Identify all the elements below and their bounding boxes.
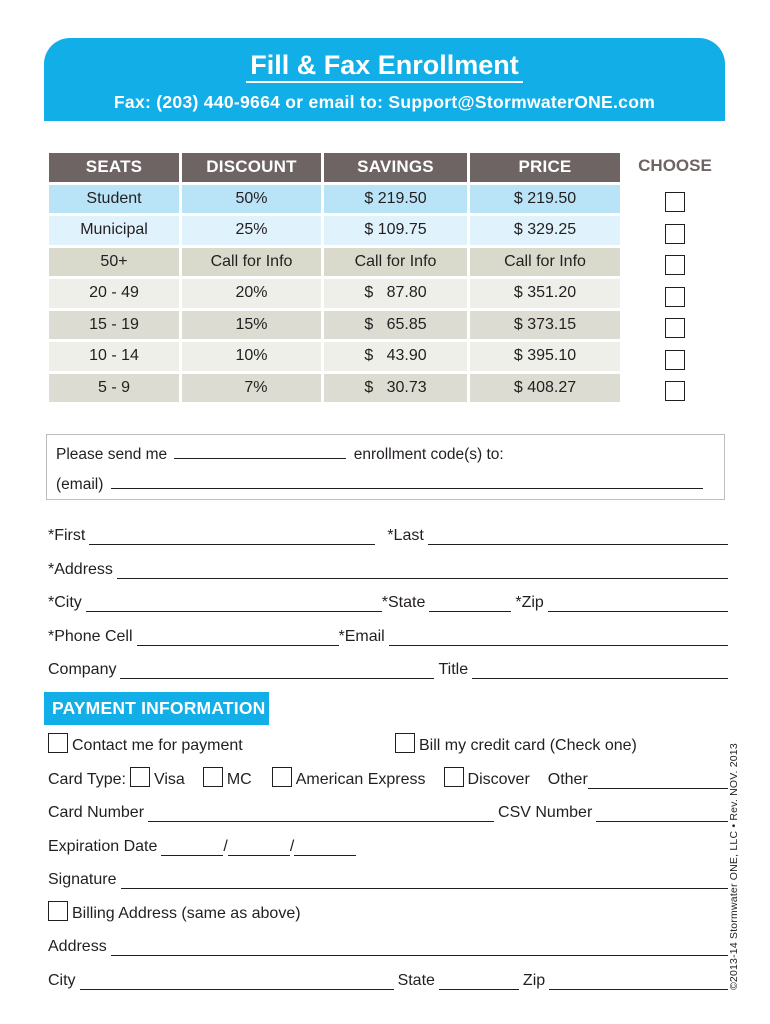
code-email-line (56, 470, 715, 500)
col-header-price: PRICE (470, 153, 620, 182)
billing-city-field[interactable] (80, 973, 394, 990)
amex-label: American Express (295, 771, 426, 788)
col-header-savings: SAVINGS (324, 153, 467, 182)
table-row (49, 216, 620, 245)
billing-zip-field[interactable] (549, 973, 728, 990)
choose-label: CHOOSE (638, 156, 712, 175)
choose-checkbox-50-plus[interactable] (665, 255, 685, 275)
email-field[interactable] (389, 629, 728, 646)
seats-cell: 15 - 19 (49, 311, 179, 340)
billing-city-line (48, 966, 728, 990)
code-email-field[interactable] (111, 473, 703, 489)
choose-checkbox-10-14[interactable] (665, 350, 685, 370)
bill-card-label: Bill my credit card (Check one) (419, 737, 637, 754)
price-cell: $ 219.50 (470, 185, 620, 214)
expiration-slash: / (289, 838, 295, 855)
amex-checkbox[interactable] (272, 767, 292, 787)
signature-line (48, 865, 728, 889)
email-label: *Email (338, 628, 385, 645)
first-name-field[interactable] (89, 528, 375, 545)
visa-checkbox[interactable] (130, 767, 150, 787)
state-label: *State (381, 594, 426, 611)
discover-checkbox[interactable] (444, 767, 464, 787)
billing-address-field[interactable] (111, 939, 728, 956)
other-label: Other (547, 771, 588, 788)
city-label: *City (48, 594, 82, 611)
seats-cell: 20 - 49 (49, 279, 179, 308)
discount-cell: 50% (182, 185, 321, 214)
choose-checkbox-5-9[interactable] (665, 381, 685, 401)
seats-cell: Municipal (49, 216, 179, 245)
savings-cell: $ 109.75 (324, 216, 467, 245)
choose-column (630, 152, 720, 180)
expiration-label: Expiration Date (48, 838, 158, 855)
form-title: Fill & Fax Enrollment (246, 50, 523, 83)
zip-label: *Zip (515, 594, 544, 611)
seats-cell: Student (49, 185, 179, 214)
choose-checkbox-20-49[interactable] (665, 287, 685, 307)
card-type-line (48, 765, 728, 789)
choose-checkbox-municipal[interactable] (665, 224, 685, 244)
expiration-day-field[interactable] (228, 839, 290, 856)
expiration-month-field[interactable] (161, 839, 223, 856)
billing-same-checkbox[interactable] (48, 901, 68, 921)
contact-me-label: Contact me for payment (72, 737, 243, 754)
code-quantity-field[interactable] (174, 443, 346, 459)
pricing-table (46, 150, 623, 405)
code-email-label: (email) (56, 476, 104, 493)
price-cell: $ 395.10 (470, 342, 620, 371)
col-header-seats: SEATS (49, 153, 179, 182)
expiration-slash: / (223, 838, 228, 855)
last-name-label: *Last (387, 527, 424, 544)
col-header-discount: DISCOUNT (182, 153, 321, 182)
discount-cell: 15% (182, 311, 321, 340)
code-quantity-suffix: enrollment code(s) to: (353, 446, 504, 463)
signature-field[interactable] (121, 872, 729, 889)
card-number-line (48, 798, 728, 822)
price-cell: Call for Info (470, 248, 620, 277)
mc-checkbox[interactable] (203, 767, 223, 787)
name-line (48, 521, 728, 545)
card-number-label: Card Number (48, 804, 145, 821)
billing-city-label: City (48, 972, 76, 989)
csv-number-label: CSV Number (498, 804, 593, 821)
discount-cell: 7% (182, 374, 321, 403)
code-quantity-line (56, 440, 715, 470)
code-quantity-label: Please send me (56, 446, 168, 463)
expiration-year-field[interactable] (294, 839, 356, 856)
discount-cell: 10% (182, 342, 321, 371)
table-row (49, 185, 620, 214)
address-label: *Address (48, 561, 113, 578)
last-name-field[interactable] (428, 528, 728, 545)
table-row (49, 311, 620, 340)
csv-number-field[interactable] (596, 805, 728, 822)
company-label: Company (48, 661, 117, 678)
price-cell: $ 351.20 (470, 279, 620, 308)
table-row (49, 374, 620, 403)
company-title-line (48, 655, 728, 679)
seats-cell: 10 - 14 (49, 342, 179, 371)
discover-label: Discover (467, 771, 530, 788)
other-card-field[interactable] (588, 772, 728, 789)
savings-cell: $ 43.90 (324, 342, 467, 371)
code-request-box (46, 434, 725, 500)
savings-cell: $ 30.73 (324, 374, 467, 403)
signature-label: Signature (48, 871, 117, 888)
card-type-label: Card Type: (48, 771, 126, 788)
form-header (44, 38, 725, 121)
price-cell: $ 373.15 (470, 311, 620, 340)
company-field[interactable] (120, 662, 434, 679)
savings-cell: $ 65.85 (324, 311, 467, 340)
seats-cell: 50+ (49, 248, 179, 277)
savings-cell: $ 219.50 (324, 185, 467, 214)
choose-checkbox-15-19[interactable] (665, 318, 685, 338)
pricing-header-row (49, 153, 620, 182)
title-label: Title (438, 661, 469, 678)
choose-checkbox-student[interactable] (665, 192, 685, 212)
phone-label: *Phone Cell (48, 628, 133, 645)
billing-address-line (48, 932, 728, 956)
address-line (48, 555, 728, 579)
billing-same-label: Billing Address (same as above) (72, 905, 301, 922)
billing-address-label: Address (48, 938, 107, 955)
phone-email-line (48, 622, 728, 646)
table-row (49, 248, 620, 277)
first-name-label: *First (48, 527, 86, 544)
mc-label: MC (226, 771, 252, 788)
price-cell: $ 329.25 (470, 216, 620, 245)
price-cell: $ 408.27 (470, 374, 620, 403)
city-field[interactable] (86, 595, 382, 612)
bill-card-checkbox[interactable] (395, 733, 415, 753)
zip-field[interactable] (548, 595, 728, 612)
savings-cell: $ 87.80 (324, 279, 467, 308)
expiration-line (48, 832, 728, 856)
billing-state-label: State (397, 972, 435, 989)
discount-cell: 20% (182, 279, 321, 308)
billing-zip-label: Zip (522, 972, 546, 989)
savings-cell: Call for Info (324, 248, 467, 277)
payment-method-line (48, 731, 728, 755)
billing-same-line (48, 899, 728, 923)
table-row (49, 279, 620, 308)
discount-cell: Call for Info (182, 248, 321, 277)
discount-cell: 25% (182, 216, 321, 245)
billing-state-field[interactable] (439, 973, 519, 990)
contact-me-checkbox[interactable] (48, 733, 68, 753)
table-row (49, 342, 620, 371)
card-number-field[interactable] (148, 805, 494, 822)
copyright-notice: ©2013-14 Stormwater ONE, LLC • Rev. NOV. 2013 (728, 743, 740, 990)
state-field[interactable] (429, 595, 511, 612)
fax-email-line: Fax: (203) 440-9664 or email to: Support@StormwaterONE.com (113, 92, 656, 112)
address-field[interactable] (117, 562, 728, 579)
title-field[interactable] (472, 662, 728, 679)
phone-field[interactable] (137, 629, 339, 646)
seats-cell: 5 - 9 (49, 374, 179, 403)
city-state-zip-line (48, 588, 728, 612)
payment-header: PAYMENT INFORMATION (44, 692, 269, 725)
visa-label: Visa (153, 771, 185, 788)
